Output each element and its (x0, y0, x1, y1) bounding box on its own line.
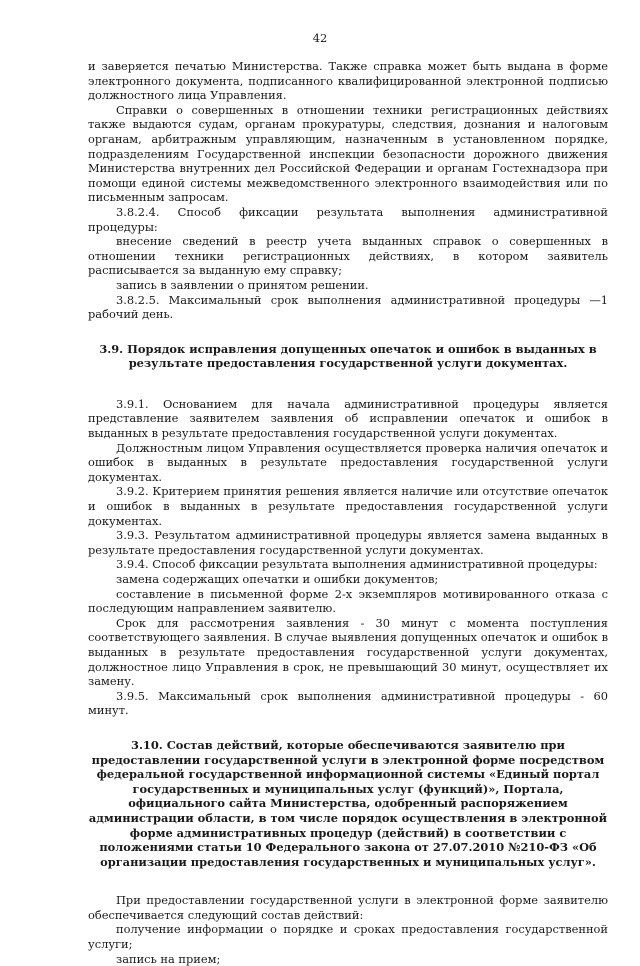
paragraph: получение информации о порядке и сроках предоставления государственной услуги; (88, 922, 608, 952)
document-body (88, 59, 608, 966)
paragraph: 3.8.2.4. Способ фиксации результата выполнения административной процедуры: (88, 204, 608, 234)
paragraph: Должностным лицом Управления осуществляется проверка наличия опечаток и ошибок в выданных в результате предоставления государственной услуги документах. (88, 440, 608, 484)
paragraph: 3.9.2. Критерием принятия решения является наличие или отсутствие опечаток и ошибок в выданных в результате предоставления государственной услуги документах. (88, 484, 608, 528)
paragraph: Справки о совершенных в отношении техники регистрационных действиях также выдаются судам, органам прокуратуры, следствия, дознания и налоговым органам, арбитражным управляющим, назначенным в установленном порядке, подразделениям Государственной инспекции безопасности дорожного движения Министерства внутренних дел Российской Федерации и органам Гостехнадзора при помощи единой системы межведомственного электронного взаимодействия или по письменным запросам. (88, 102, 608, 205)
paragraph: запись в заявлении о принятом решении. (116, 277, 369, 292)
section-heading: 3.9. Порядок исправления допущенных опечаток и ошибок в выданных в результате предоставления государственной услуги документах. (99, 341, 597, 371)
paragraph: внесение сведений в реестр учета выданных справок о совершенных в отношении техники регистрационных действиях, в котором заявитель расписывается за выданную ему справку; (88, 234, 608, 278)
paragraph: запись на прием; (116, 951, 221, 966)
paragraph: При предоставлении государственной услуги в электронной форме заявителю обеспечивается следующий состав действий: (88, 893, 608, 922)
paragraph: 3.9.1. Основанием для начала административной процедуры является представление заявителем заявления об исправлении опечаток и ошибок в выданных в результате предоставления государственной услуги документах. (88, 396, 608, 441)
paragraph: 3.9.5. Максимальный срок выполнения административной процедуры - 60 минут. (88, 688, 608, 718)
paragraph: и заверяется печатью Министерства. Также справка может быть выдана в форме электронного документа, подписанного квалифицированной электронной подписью должностного лица Управления. (88, 59, 608, 103)
paragraph: замена содержащих опечатки и ошибки документов; (116, 572, 439, 586)
paragraph: составление в письменной форме 2-х экземпляров мотивированного отказа с последующим направлением заявителю. (88, 586, 608, 616)
paragraph: 3.9.4. Способ фиксации результата выполнения административной процедуры: (116, 557, 598, 572)
paragraph: Срок для рассмотрения заявления - 30 минут с момента поступления соответствующего заявления. В случае выявления допущенных опечаток и ошибок в выданных в результате предоставления государственной услуги документах, должностное лицо Управления в срок, не превышающий 30 минут, осуществляет их замену. (88, 615, 608, 689)
page-number: 42 (312, 31, 328, 45)
paragraph: 3.9.3. Результатом административной процедуры является замена выданных в результате предоставления государственной услуги документах. (88, 528, 608, 557)
section-heading: 3.10. Состав действий, которые обеспечиваются заявителю при предоставлении государственной услуги в электронной форме посредством федеральной государственной информационной системы «Единый портал государственных и муниципальных услуг (функций)», Портала, официального сайта Министерства, одобренный распоряжением администрации области, в том числе порядок осуществления в электронной форме административных процедур (действий) в соответствии с положениями статьи 10 Федерального закона от 27.07.2010 №210-ФЗ «Об организации предоставления государственных и муниципальных услуг». (88, 737, 608, 869)
paragraph: 3.8.2.5. Максимальный срок выполнения административной процедуры —1 рабочий день. (88, 292, 608, 322)
